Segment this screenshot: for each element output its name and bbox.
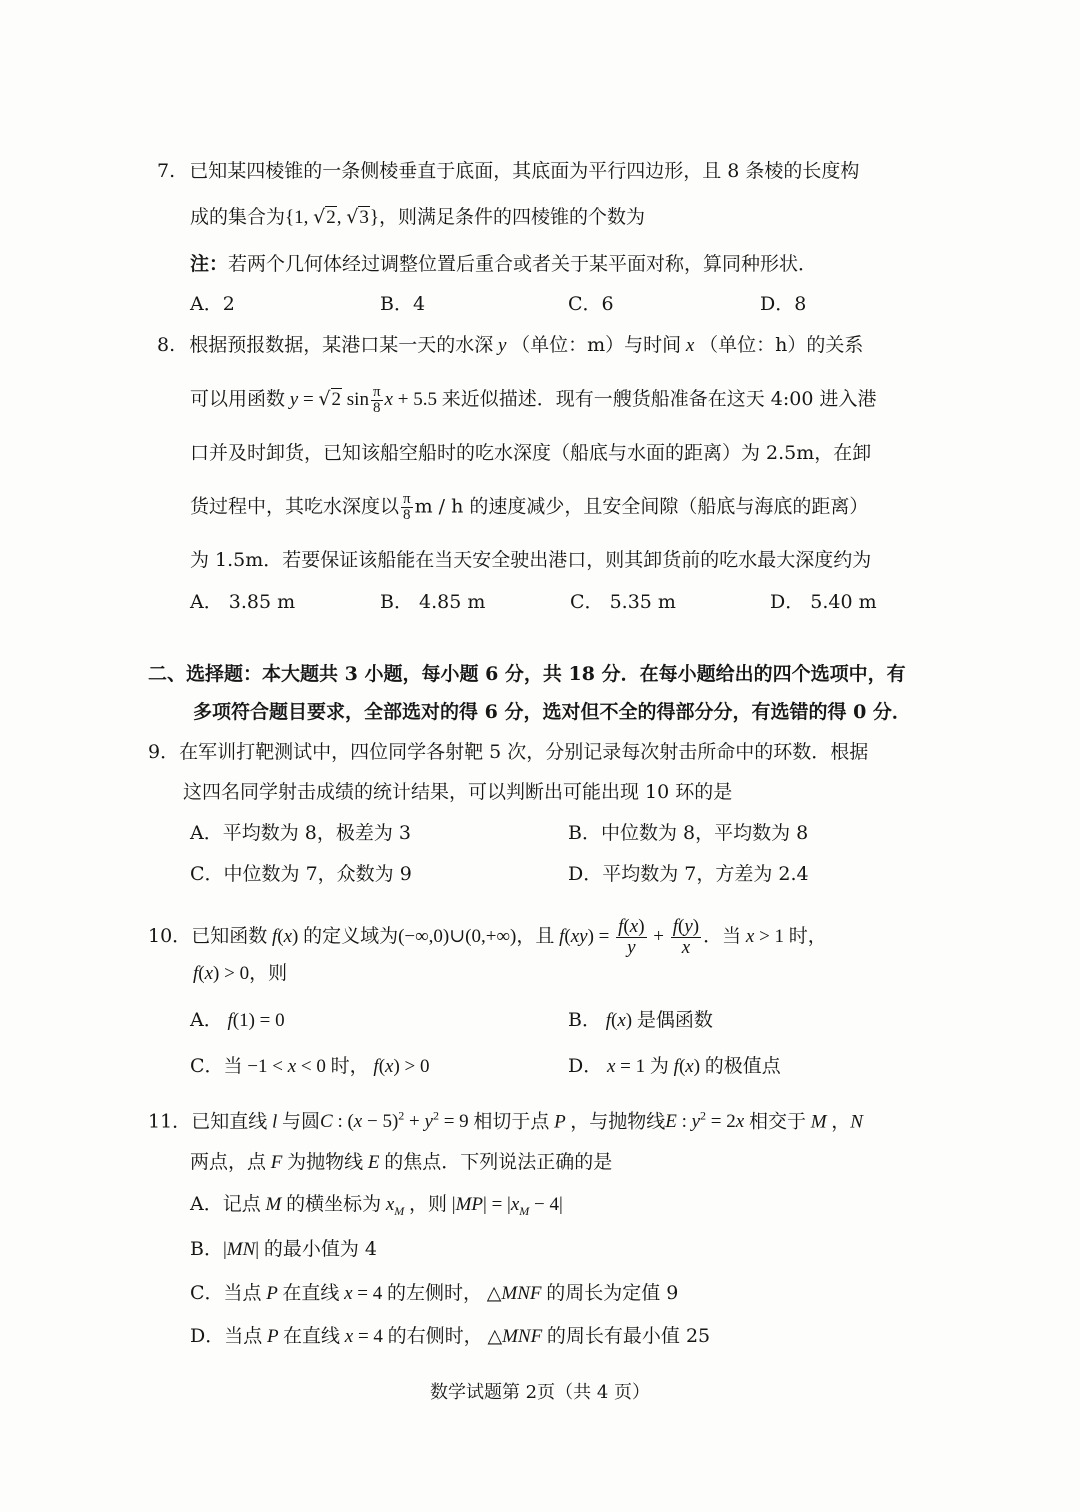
q9-line-1: 9．在军训打靶测试中，四位同学各射靶 5 次，分别记录每次射击所命中的环数．根据 xyxy=(148,741,869,763)
q7-option-b: B．4 xyxy=(380,293,426,315)
q9-number: 9． xyxy=(148,741,180,763)
q8-line-4: 货过程中，其吃水深度以 $\frac{\pi}{8}$ m / h 的速度减少，且安全间隙（船底与海底的距离） xyxy=(190,491,869,523)
q7-option-a: A．2 xyxy=(190,293,235,315)
q7-note: 注：若两个几何体经过调整位置后重合或者关于某平面对称，算同种形状． xyxy=(190,253,818,275)
q9-option-c: C．中位数为 7，众数为 9 xyxy=(190,863,412,885)
q7-text: 已知某四棱锥的一条侧棱垂直于底面，其底面为平行四边形，且 8 条棱的长度构 xyxy=(189,160,860,182)
q7-number: 7. xyxy=(157,160,176,182)
q7-option-d: D．8 xyxy=(760,293,807,315)
q8-option-d: D． 5.40 m xyxy=(770,591,877,613)
page-footer: 数学试题第 2页（共 4 页） xyxy=(429,1382,651,1403)
q11-circle-equation: C : $(x - 5)^2 + y^2 = 9$ xyxy=(320,1109,474,1133)
q11-number: 11． xyxy=(148,1110,192,1133)
q9-line-2: 这四名同学射击成绩的统计结果，可以判断出可能出现 10 环的是 xyxy=(183,781,733,803)
section2-heading-line-2: 多项符合题目要求，全部选对的得 6 分，选对但不全的得部分分，有选错的得 0 分． xyxy=(193,701,911,723)
q8-line-3: 口并及时卸货，已知该船空船时的吃水深度（船底与水面的距离）为 2.5m，在卸 xyxy=(190,442,872,464)
q9-option-b: B．中位数为 8，平均数为 8 xyxy=(568,822,809,844)
q10-line-1: 10．已知函数 f(x) 的定义域为(−∞,0)∪(0,+∞)，且 f(xy) = $\frac{f(x)}{y}$ + $\frac{f(y)}{x}$ ．当 x > 1 时， xyxy=(148,916,827,958)
q7-set-formula: {1, √2, √3} xyxy=(285,206,379,228)
q10-functional-equation: f(xy) = $\frac{f(x)}{y}$ + $\frac{f(y)}{x}$ xyxy=(559,916,700,958)
q8-line-2: 可以用函数 y = √2 sin $\frac{\pi}{8}$ x + 5.5 来近似描述．现有一艘货船准备在这天 4:00 进入港 xyxy=(190,384,877,416)
q8-number: 8. xyxy=(157,334,176,356)
q9-option-d: D．平均数为 7，方差为 2.4 xyxy=(568,863,809,885)
q8-line-1: 8. 根据预报数据，某港口某一天的水深 y （单位：m）与时间 x （单位：h）的关系 xyxy=(157,334,864,356)
q7-line-2: 成的集合为{1, √2, √3}，则满足条件的四棱锥的个数为 xyxy=(190,206,645,228)
q8-rate-fraction: $\frac{\pi}{8}$ xyxy=(403,491,411,523)
q8-function-formula: y = √2 sin $\frac{\pi}{8}$ x + 5.5 xyxy=(289,384,442,416)
q11-option-d: D．当点 P 在直线 x = 4 的右侧时， △MNF 的周长有最小值 25 xyxy=(190,1325,711,1347)
q8-option-a: A． 3.85 m xyxy=(190,591,296,613)
q11-parabola-equation: E : $y^2 = 2x$ xyxy=(665,1109,745,1133)
q7-line-1 xyxy=(157,159,859,183)
q11-line-2: 两点，点 F 为抛物线 E 的焦点．下列说法正确的是 xyxy=(190,1151,613,1173)
q11-option-c: C．当点 P 在直线 x = 4 的左侧时， △MNF 的周长为定值 9 xyxy=(190,1282,679,1304)
q8-option-c: C． 5.35 m xyxy=(570,591,676,613)
q9-option-a: A．平均数为 8，极差为 3 xyxy=(190,822,411,844)
q10-option-a: A． f(1) = 0 xyxy=(190,1009,285,1031)
q7-option-c: C．6 xyxy=(568,293,614,315)
q11-option-a: A．记点 M 的横坐标为 $x_M$ ，则 $|MP| = |x_M - 4|$ xyxy=(190,1193,563,1218)
q11-option-b: B．|MN| 的最小值为 4 xyxy=(190,1238,377,1260)
q8-line-5: 为 1.5m．若要保证该船能在当天安全驶出港口，则其卸货前的吃水最大深度约为 xyxy=(190,549,872,571)
q10-option-c: C．当 −1 < x < 0 时， f(x) > 0 xyxy=(190,1055,430,1077)
q10-option-b: B． f(x) 是偶函数 xyxy=(568,1009,713,1031)
q10-number: 10． xyxy=(148,924,192,947)
q11-line-1: 11．已知直线 l 与圆C : $(x - 5)^2 + y^2 = 9$ 相切于点 P ，与抛物线E : $y^2 = 2x$ 相交于 M ，N xyxy=(148,1109,863,1133)
q10-line-2: f(x) > 0，则 xyxy=(193,962,288,984)
q10-option-d: D． x = 1 为 f(x) 的极值点 xyxy=(568,1055,781,1077)
section2-heading-line-1: 二、选择题：本大题共 3 小题，每小题 6 分，共 18 分．在每小题给出的四个选项中，有 xyxy=(148,663,906,685)
q8-option-b: B． 4.85 m xyxy=(380,591,486,613)
